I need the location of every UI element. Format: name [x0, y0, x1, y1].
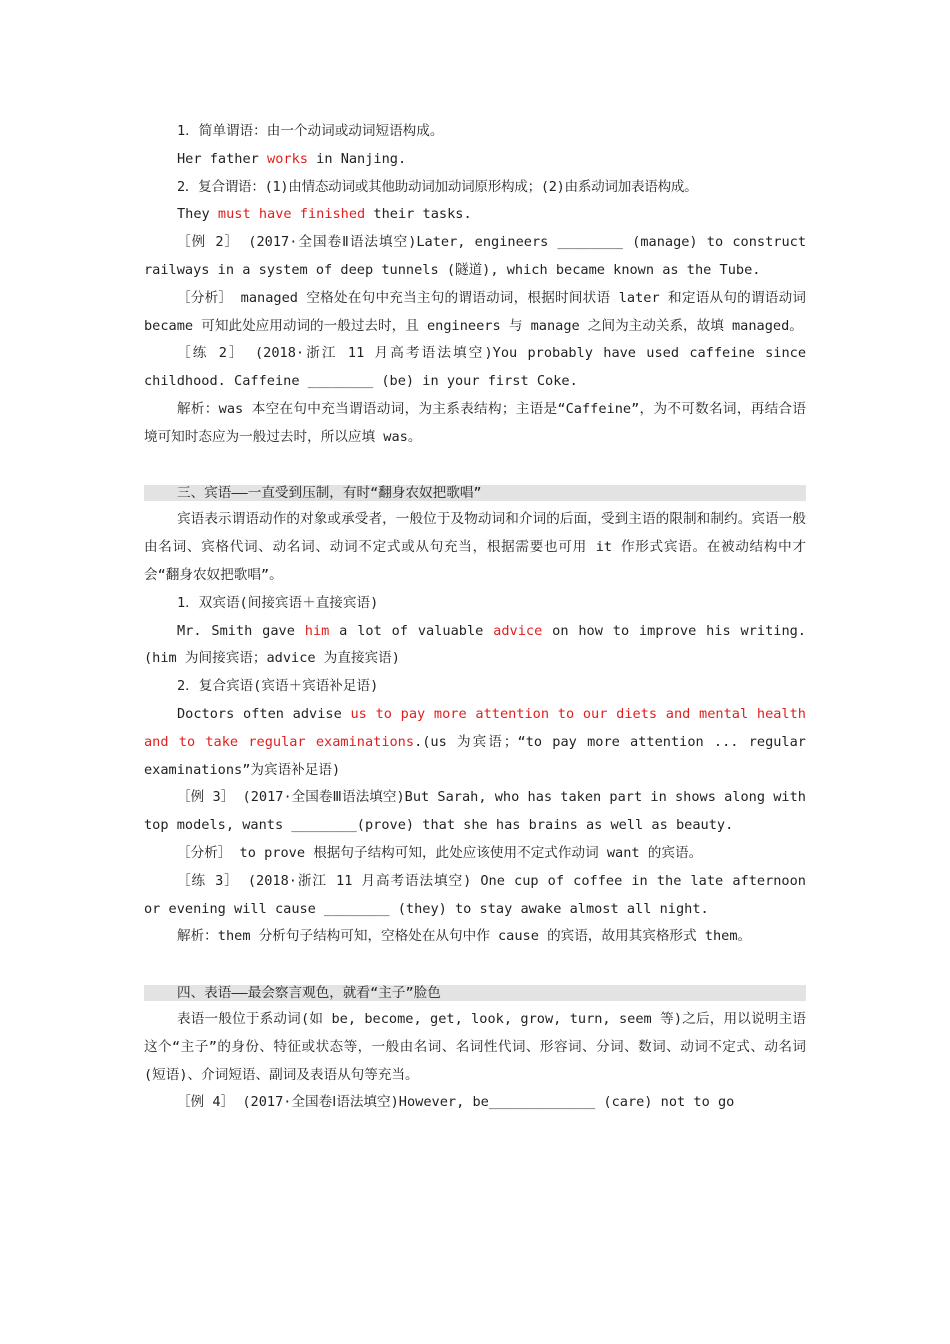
spacer — [144, 452, 806, 480]
complex-object-label: 2．复合宾语(宾语＋宾语补足语) — [177, 678, 379, 695]
double-object-example: Mr. Smith gave him a lot of valuable advice on how to improve his writing. (him 为间接宾语；advice 为直接宾语) — [144, 622, 806, 667]
object-intro: 宾语表示谓语动作的对象或承受者，一般位于及物动词和介词的后面，受到主语的限制和制约。宾语一般由名词、宾格代词、动名词、动词不定式或从句充当，根据需要也可用 it 作形式宾语。在被动结构中才会“翻身农奴把歌唱”。 — [144, 511, 806, 583]
double-object-label: 1．双宾语(间接宾语＋直接宾语) — [177, 594, 379, 611]
practice-2-analysis: 解析：was 本空在句中充当谓语动词，为主系表结构；主语是“Caffeine”，为不可数名词，再结合语境可知时态应为一般过去时，所以应填 was。 — [144, 400, 806, 445]
simple-predicate-label: 1．简单谓语：由一个动词或动词短语构成。 — [177, 123, 444, 139]
section-heading-predicative: 四、表语——最会察言观色，就看“主子”脸色 — [144, 985, 806, 1001]
complex-object-example: Doctors often advise us to pay more attention to our diets and mental health and to take regular examinations.(us 为宾语；“to pay more attention ... regular examinations”为宾语补足语) — [144, 705, 806, 778]
practice-3-analysis: 解析：them 分析句子结构可知，空格处在从句中作 cause 的宾语，故用其宾格形式 them。 — [177, 928, 752, 945]
highlight-predicate: works — [267, 150, 308, 167]
practice-2: ［练 2］ (2018·浙江 11 月高考语法填空)You probably have used caffeine since childhood. Caffeine ________ (be) in your first Coke. — [144, 345, 806, 390]
example-2: ［例 2］ (2017·全国卷Ⅱ语法填空)Later, engineers ________ (manage) to construct railways in a system of deep tunnels (隧道), which became known as the Tube. — [144, 234, 806, 278]
simple-predicate-example: Her father works in Nanjing. — [177, 150, 407, 167]
practice-3: ［练 3］ (2018·浙江 11 月高考语法填空) One cup of coffee in the late afternoon or evening will cause ________ (they) to stay awake almost all night. — [144, 872, 806, 917]
compound-predicate-example: They must have finished their tasks. — [177, 206, 472, 223]
compound-predicate-label: 2．复合谓语：(1)由情态动词或其他助动词加动词原形构成；(2)由系动词加表语构成。 — [177, 178, 698, 195]
predicative-intro: 表语一般位于系动词(如 be, become, get, look, grow, turn, seem 等)之后，用以说明主语这个“主子”的身份、特征或状态等，一般由名词、名词性代词、形容词、分词、数词、动词不定式、动名词(短语)、介词短语、副词及表语从句等充当。 — [144, 1010, 806, 1083]
highlight-indirect-object: him — [304, 622, 330, 639]
example-3-analysis: ［分析］ to prove 根据句子结构可知，此处应该使用不定式作动词 want 的宾语。 — [177, 844, 703, 861]
highlight-direct-object: advice — [493, 622, 543, 639]
example-3: ［例 3］ (2017·全国卷Ⅲ语法填空)But Sarah, who has taken part in shows along with top models, wants ________(prove) that she has brains as well as beauty. — [144, 789, 806, 834]
section-heading-object: 三、宾语——一直受到压制，有时“翻身农奴把歌唱” — [144, 485, 806, 501]
example-4: ［例 4］ (2017·全国卷Ⅰ语法填空)However, be_____________ (care) not to go — [177, 1094, 735, 1111]
example-2-analysis: ［分析］ managed 空格处在句中充当主句的谓语动词，根据时间状语 later 和定语从句的谓语动词 became 可知此处应用动词的一般过去时，且 engineers 与 manage 之间为主动关系，故填 managed。 — [144, 289, 806, 334]
spacer — [144, 951, 806, 979]
highlight-predicate: must have finished — [217, 206, 366, 223]
document-body — [144, 118, 806, 1117]
highlight-object-complement: us to pay more attention to our diets and mental health and to take regular examinations — [144, 705, 806, 750]
